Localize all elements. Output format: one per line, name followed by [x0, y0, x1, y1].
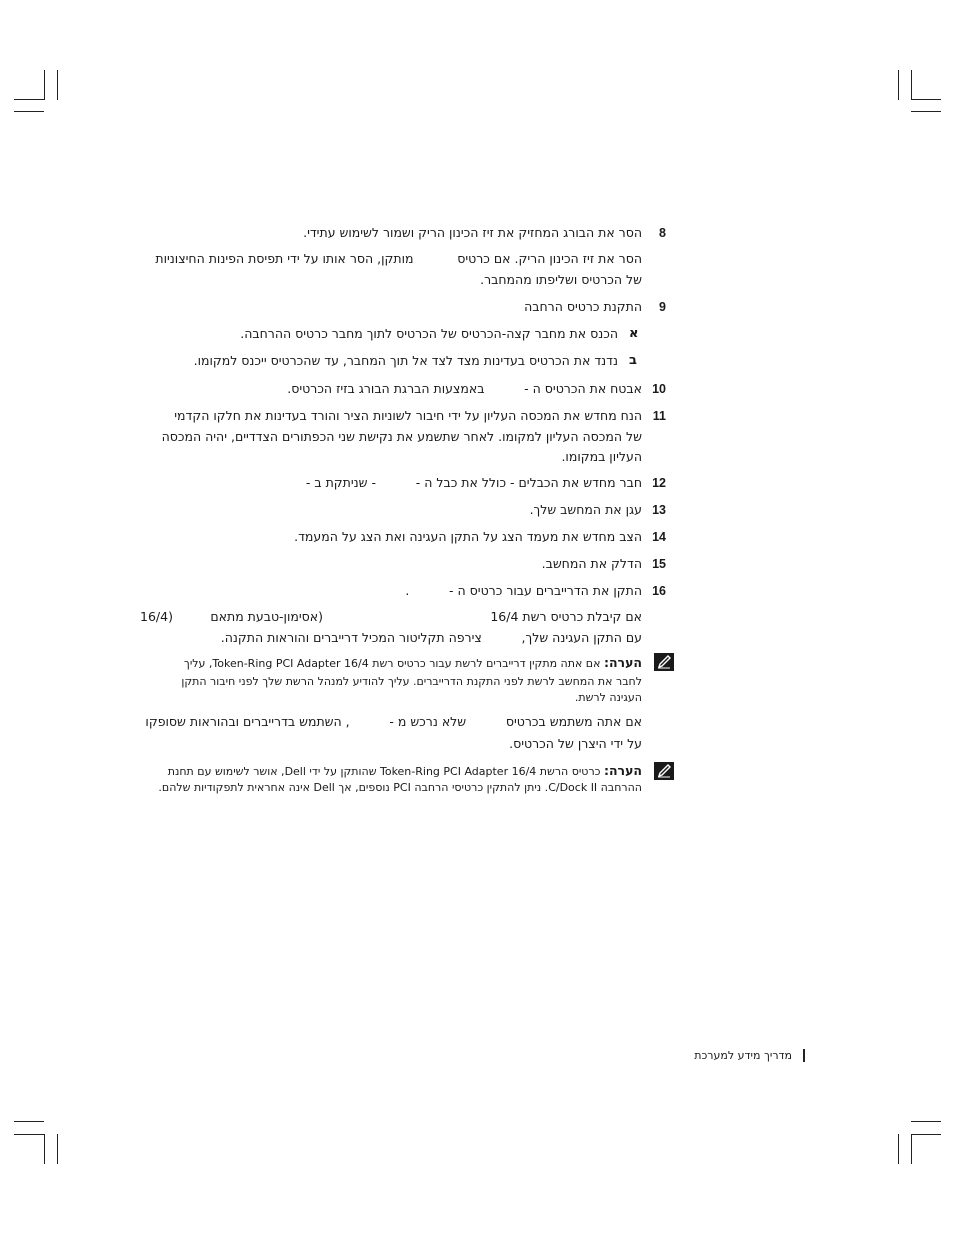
crop-mark: [14, 1121, 44, 1122]
note-text: [184, 655, 642, 672]
crop-mark: [911, 99, 941, 100]
paragraph-text: (אסימון-טבעת מתאם: [210, 609, 323, 624]
crop-mark: [911, 1121, 941, 1122]
crop-mark: [14, 1134, 44, 1135]
step-text: התקנת כרטיס הרחבה: [524, 299, 642, 314]
step-text: הדלק את המחשב.: [541, 556, 642, 571]
crop-mark: [14, 99, 44, 100]
note-line: לחבר את המחשב לרשת לפני התקנת הדרייברים. עליך להודיע למנהל הרשת שלך לפני חיבור התקן: [181, 675, 642, 688]
step-number: 15: [652, 557, 666, 571]
step-number: 16: [652, 584, 666, 598]
step-number: 10: [652, 382, 666, 396]
note-label: הערה:: [603, 655, 642, 670]
step-text: אבטח את הכרטיס ה - באמצעות הברגת הבורג בזיז הכרטיס.: [287, 381, 642, 396]
crop-mark: [44, 70, 45, 100]
step-text: עגן את המחשב שלך.: [529, 502, 642, 517]
note-pencil-icon: [654, 762, 674, 780]
substep-letter: ב: [629, 353, 637, 368]
crop-mark: [44, 1134, 45, 1164]
step-text: הסר את הבורג המחזיק את זיז הכינון הריק ושמור לשימוש עתידי.: [303, 225, 642, 240]
step-number: 14: [652, 530, 666, 544]
step-text: העליון במקומו.: [561, 449, 642, 464]
crop-mark: [911, 1134, 941, 1135]
paragraph-text: (16/4: [140, 609, 173, 624]
paragraph-text: על ידי היצרן של הכרטיס.: [509, 736, 642, 751]
crop-mark: [57, 70, 58, 100]
crop-mark: [911, 111, 941, 112]
substep-text: הכנס את מחבר קצה-הכרטיס של הכרטיס לתוך מחבר כרטיס ההרחבה.: [240, 326, 618, 341]
substep-letter: א: [629, 326, 639, 341]
note-line: העגינה לרשת.: [574, 691, 642, 704]
paragraph-text: עם התקן העגינה שלך, צירפה תקליטור המכיל דרייברים והוראות התקנה.: [220, 630, 642, 645]
step-text: של הכרטיס ושליפתו מהמחבר.: [480, 272, 642, 287]
step-number: 8: [659, 226, 666, 240]
crop-mark: [911, 70, 912, 100]
step-number: 13: [652, 503, 666, 517]
step-text: הסר את זיז הכינון הריק. אם כרטיס מותקן, הסר אותו על ידי תפיסת הפינות החיצוניות: [155, 251, 642, 266]
footer-divider: [803, 1049, 805, 1062]
note-label: הערה:: [603, 763, 642, 778]
step-number: 11: [652, 409, 666, 423]
crop-mark: [14, 111, 44, 112]
step-number: 9: [659, 300, 666, 314]
paragraph-text: אם אתה משתמש בכרטיס שלא נרכש מ - , השתמש בדרייברים ובהוראות שסופקו: [145, 714, 642, 729]
step-text: התקן את הדרייברים עבור כרטיס ה - .: [405, 583, 642, 598]
paragraph-text: אם קיבלת כרטיס רשת 16/4: [490, 609, 642, 624]
crop-mark: [898, 70, 899, 100]
crop-mark: [911, 1134, 912, 1164]
note-line: אם אתה מתקין דרייברים לרשת עבור כרטיס רשת Token-Ring PCI Adapter 16/4, עליך: [183, 657, 601, 670]
footer-title: מדריך מידע למערכת: [694, 1049, 792, 1062]
note-line: ההרחבה C/Dock II. ניתן להתקין כרטיסי הרחבה PCI נוספים, אך Dell אינה אחראית לתפקודיות שלהם.: [158, 781, 642, 794]
crop-mark: [898, 1134, 899, 1164]
note-line: כרטיס הרשת Token-Ring PCI Adapter 16/4 שהותקן על ידי Dell, אושר לשימוש עם תחנת: [167, 765, 601, 778]
step-text: הצב מחדש את מעמד הצג על התקן העגינה ואת הצג על המעמד.: [294, 529, 642, 544]
crop-mark: [57, 1134, 58, 1164]
note-pencil-icon: [654, 653, 674, 671]
step-number: 12: [652, 476, 666, 490]
substep-text: נדנד את הכרטיס בעדינות מצד לצד אל תוך המחבר, עד שהכרטיס ייכנס למקומו.: [193, 353, 618, 368]
step-text: חבר מחדש את הכבלים - כולל את כבל ה - - שניתקת ב -: [305, 475, 642, 490]
step-text: הנח מחדש את המכסה העליון על ידי חיבור לשוניות הציר והורד בעדינות את חלקו הקדמי: [174, 408, 642, 423]
note-text: [168, 763, 642, 780]
step-text: של המכסה העליון למקומו. לאחר שתשמע את נקישת שני הכפתורים הצדדיים, יהיה המכסה: [161, 429, 642, 444]
